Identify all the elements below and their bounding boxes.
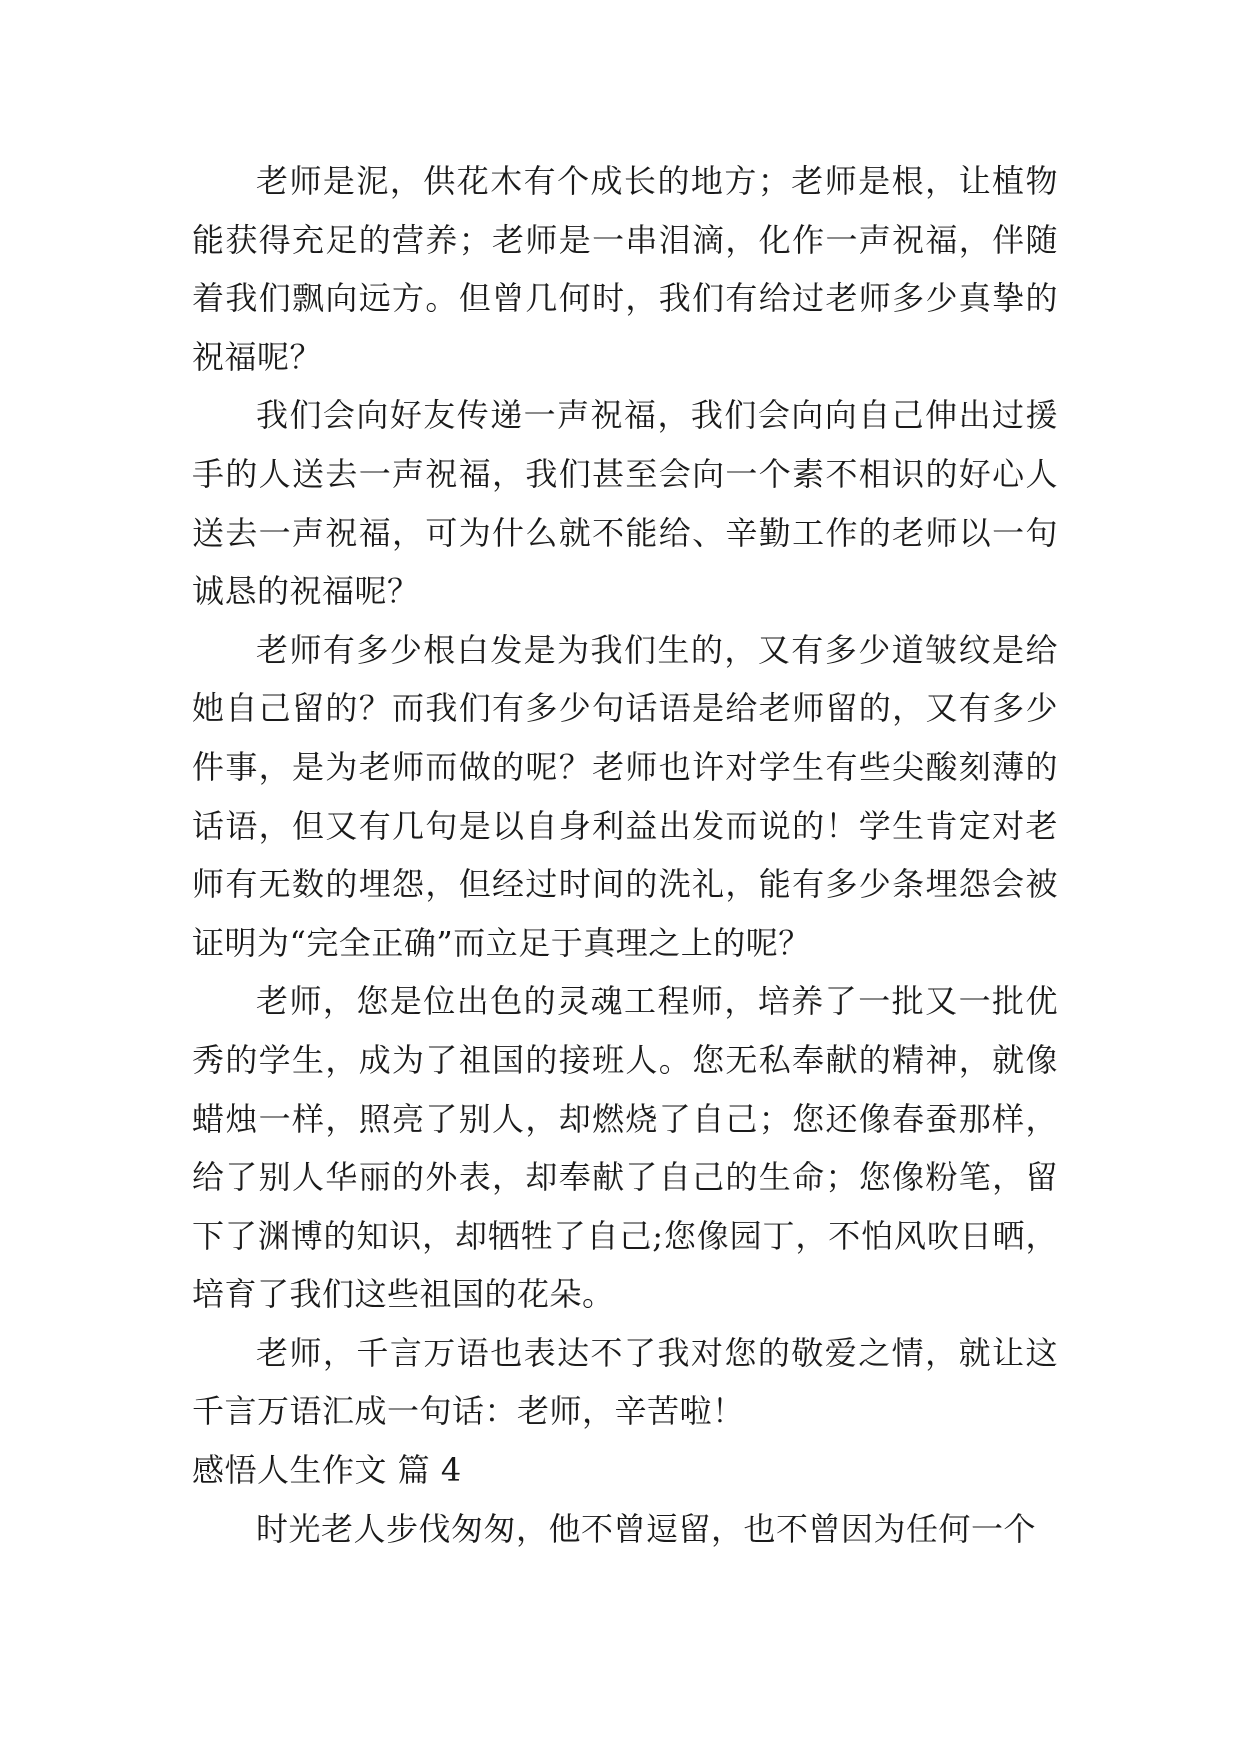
paragraph-5: 老师，千言万语也表达不了我对您的敬爱之情，就让这千言万语汇成一句话：老师，辛苦啦！ — [192, 1333, 1058, 1431]
paragraph-4: 老师，您是位出色的灵魂工程师，培养了一批又一批优秀的学生，成为了祖国的接班人。您无私奉献的精神，就像蜡烛一样，照亮了别人，却燃烧了自己；您还像春蚕那样，给了别人华丽的外表，却奉献了自己的生命；您像粉笔，留下了渊博的知识，却牺牲了自己;您像园丁，不怕风吹日晒，培育了我们这些祖国的花朵。 — [192, 982, 1058, 1314]
paragraph-3: 老师有多少根白发是为我们生的，又有多少道皱纹是给她自己留的？而我们有多少句话语是给老师留的，又有多少件事，是为老师而做的呢？老师也许对学生有些尖酸刻薄的话语，但又有几句是以自身利益出发而说的！学生肯定对老师有无数的埋怨，但经过时间的洗礼，能有多少条埋怨会被证明为“完全正确”而立足于真理之上的呢？ — [192, 630, 1058, 962]
paragraph-6: 时光老人步伐匆匆，他不曾逗留，也不曾因为任何一个 — [256, 1509, 1037, 1548]
paragraph-2: 我们会向好友传递一声祝福，我们会向向自己伸出过援手的人送去一声祝福，我们甚至会向一个素不相识的好心人送去一声祝福，可为什么就不能给、辛勤工作的老师以一句诚恳的祝福呢？ — [192, 396, 1058, 611]
paragraph-1: 老师是泥，供花木有个成长的地方；老师是根，让植物能获得充足的营养；老师是一串泪滴，化作一声祝福，伴随着我们飘向远方。但曾几何时，我们有给过老师多少真挚的祝福呢？ — [192, 162, 1058, 376]
section-heading: 感悟人生作文 篇 4 — [192, 1451, 462, 1490]
document-page — [192, 152, 1058, 1558]
